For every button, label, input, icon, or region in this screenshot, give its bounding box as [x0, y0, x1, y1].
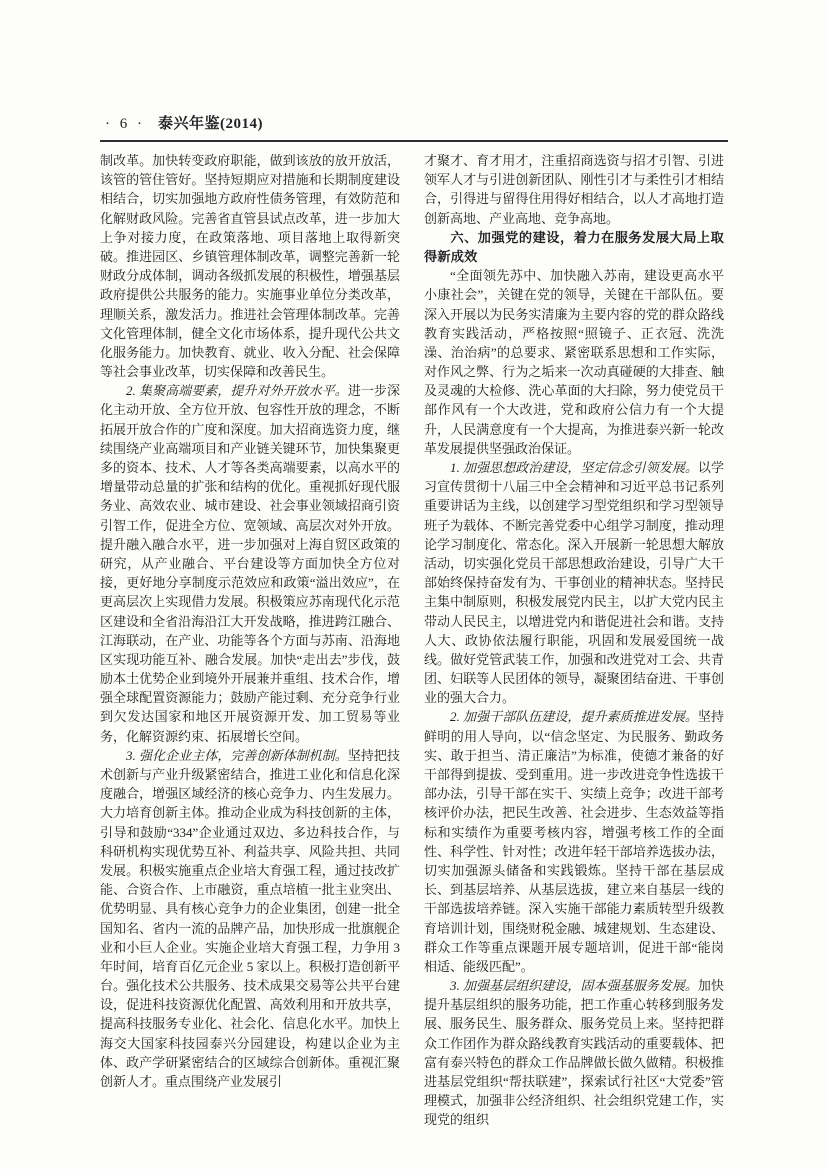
paragraph-continuation — [100, 151, 400, 381]
section-heading-text: 六、加强党的建设，着力在服务发展大局上取得新成效 — [424, 229, 724, 264]
text-columns — [100, 151, 826, 1130]
right-column — [424, 151, 724, 1130]
paragraph-item-1 — [424, 458, 724, 707]
paragraph-text: 加快提升基层组织的服务功能，把工作重心转移到服务发展、服务民生、服务群众、服务党员上来。坚持把群众工作团作为群众路线教育实践活动的重要载体、把富有泰兴特色的群众工作品牌做长做久做精。积极推进基层党组织“帮扶联建”，探索试行社区“大党委”管理模式，加强非公经济组织、社会组织党建工作，实现党的组织 — [424, 978, 724, 1128]
paragraph-item-2 — [424, 707, 724, 976]
paragraph-item-2 — [100, 381, 400, 746]
paragraph-text: 制改革。加快转变政府职能，做到该放的放开放活，该管的管住管好。坚持短期应对措施和长期制度建设相结合，切实加强地方政府性债务管理，有效防范和化解财政风险。完善省直管县试点改革，进一步加大上争对接力度，在政策落地、项目落地上取得新突破。推进园区、乡镇管理体制改革，调整完善新一轮财政分成体制，调动各级抓发展的积极性，增强基层政府提供公共服务的能力。实施事业单位分类改革，理顺关系，激发活力。推进社会管理体制改革。完善文化管理体制，健全文化市场体系，提升现代公共文化服务能力。加快教育、就业、收入分配、社会保障等社会事业改革，切实保障和改善民生。 — [100, 153, 400, 380]
paragraph-lead: 3. 强化企业主体，完善创新体制机制。 — [126, 747, 348, 763]
paragraph-lead: 2. 加强干部队伍建设，提升素质推进发展。 — [450, 709, 698, 725]
left-column — [100, 151, 400, 1130]
page-header — [100, 112, 826, 133]
paragraph-lead: 2. 集聚高端要素，提升对外开放水平。 — [126, 383, 348, 399]
paragraph-text: 坚持把技术创新与产业升级紧密结合，推进工业化和信息化深度融合，增强区域经济的核心竞争力、内生发展力。大力培育创新主体。推动企业成为科技创新的主体，引导和鼓励“334”企业通过双边、多边科技合作，与科研机构实现优势互补、利益共享、风险共担、共同发展。积极实施重点企业培大育强工程，通过技改扩能、合资合作、上市融资，重点培植一批主业突出、优势明显、具有核心竞争力的企业集团，创建一批全国知名、省内一流的品牌产品，加快形成一批旗舰企业和小巨人企业。实施企业培大育强工程，力争用 3 年时间，培育百亿元企业 5 家以上。积极打造创新平台。强化技术公共服务、技术成果交易等公共平台建设，促进科技资源优化配置、高效利用和开放共享，提高科技服务专业化、社会化、信息化水平。加快上海交大国家科技园泰兴分园建设，构建以企业为主体、政产学研紧密结合的区域综合创新体。重视汇聚创新人才。重点围绕产业发展引 — [100, 747, 400, 1089]
book-title: 泰兴年鉴(2014) — [158, 116, 263, 132]
section-heading — [424, 228, 724, 266]
paragraph-text: 以学习宣传贯彻十八届三中全会精神和习近平总书记系列重要讲话为主线，以创建学习型党组织和学习型领导班子为载体、不断完善党委中心组学习制度，推动理论学习制度化、常态化。深入开展新一轮思想大解放活动，切实强化党员干部思想政治建设，引导广大干部始终保持奋发有为、干事创业的精神状态。坚持民主集中制原则，积极发展党内民主，以扩大党内民主带动人民民主，以增进党内和谐促进社会和谐。支持人大、政协依法履行职能，巩固和发展爱国统一战线。做好党管武装工作，加强和改进党对工会、共青团、妇联等人民团体的领导，凝聚团结奋进、干事创业的强大合力。 — [424, 460, 724, 706]
page-number: · 6 · — [105, 116, 145, 132]
paragraph-text: 才聚才、育才用才，注重招商选资与招才引智、引进领军人才与引进创新团队、刚性引才与柔性引才相结合，引得进与留得住用得好相结合，以人才高地打造创新高地、产业高地、竞争高地。 — [424, 153, 724, 226]
paragraph-lead: 1. 加强思想政治建设，坚定信念引领发展。 — [450, 460, 698, 475]
paragraph-lead: 3. 加强基层组织建设，固本强基服务发展。 — [450, 978, 698, 994]
paragraph-text: “全面领先苏中、加快融入苏南，建设更高水平小康社会”，关键在党的领导，关键在干部队伍。要深入开展以为民务实清廉为主要内容的党的群众路线教育实践活动，严格按照“照镜子、正衣冠、洗洗澡、治治病”的总要求、紧密联系思想和工作实际，对作风之弊、行为之垢来一次动真碰硬的大排查、触及灵魂的大检修、洗心革面的大扫除，努力使党员干部作风有一个大改进，党和政府公信力有一个大提升，人民满意度有一个大提高，为推进泰兴新一轮改革发展提供坚强政治保证。 — [424, 268, 724, 456]
paragraph-intro — [424, 266, 724, 458]
paragraph-text: 坚持鲜明的用人导向，以“信念坚定、为民服务、勤政务实、敢于担当、清正廉洁”为标准，使德才兼备的好干部得到提拔、受到重用。进一步改进竞争性选拔干部办法，引导干部在实干、实绩上竞争；改进干部考核评价办法，把民生改善、社会进步、生态效益等指标和实绩作为重要考核内容，增强考核工作的全面性、科学性、针对性；改进年轻干部培养选拔办法，切实加强源头储备和实践锻炼。坚持干部在基层成长、到基层培养、从基层选拔，建立来自基层一线的干部选拔培养链。深入实施干部能力素质转型升级教育培训计划，围绕财税金融、城建规划、生态建设、群众工作等重点课题开展专题培训，促进干部“能岗相适、能级匹配”。 — [424, 709, 724, 974]
header-rule — [100, 140, 728, 142]
paragraph-item-3 — [100, 746, 400, 1091]
paragraph-text: 进一步深化主动开放、全方位开放、包容性开放的理念，不断拓展开放合作的广度和深度。加大招商选资力度，继续围绕产业高端项目和产业链关键环节，加快集聚更多的资本、技术、人才等各类高端要素，以高水平的增量带动总量的扩张和结构的优化。重视抓好现代服务业、高效农业、城市建设、社会事业领域招商引资引智工作，促进全方位、宽领域、高层次对外开放。提升融入融合水平，进一步加强对上海自贸区政策的研究，从产业融合、平台建设等方面加快全方位对接，更好地分享制度示范效应和政策“溢出效应”，在更高层次上实现借力发展。积极策应苏南现代化示范区建设和全省沿海沿江大开发战略，推进跨江融合、江海联动，在产业、功能等各个方面与苏南、沿海地区实现功能互补、融合发展。加快“走出去”步伐，鼓励本土优势企业到境外开展兼并重组、技术合作，增强全球配置资源能力；鼓励产能过剩、充分竞争行业到欠发达国家和地区开展资源开发、加工贸易等业务，化解资源约束、拓展增长空间。 — [100, 383, 400, 744]
paragraph-continuation — [424, 151, 724, 228]
paragraph-item-3 — [424, 976, 724, 1130]
